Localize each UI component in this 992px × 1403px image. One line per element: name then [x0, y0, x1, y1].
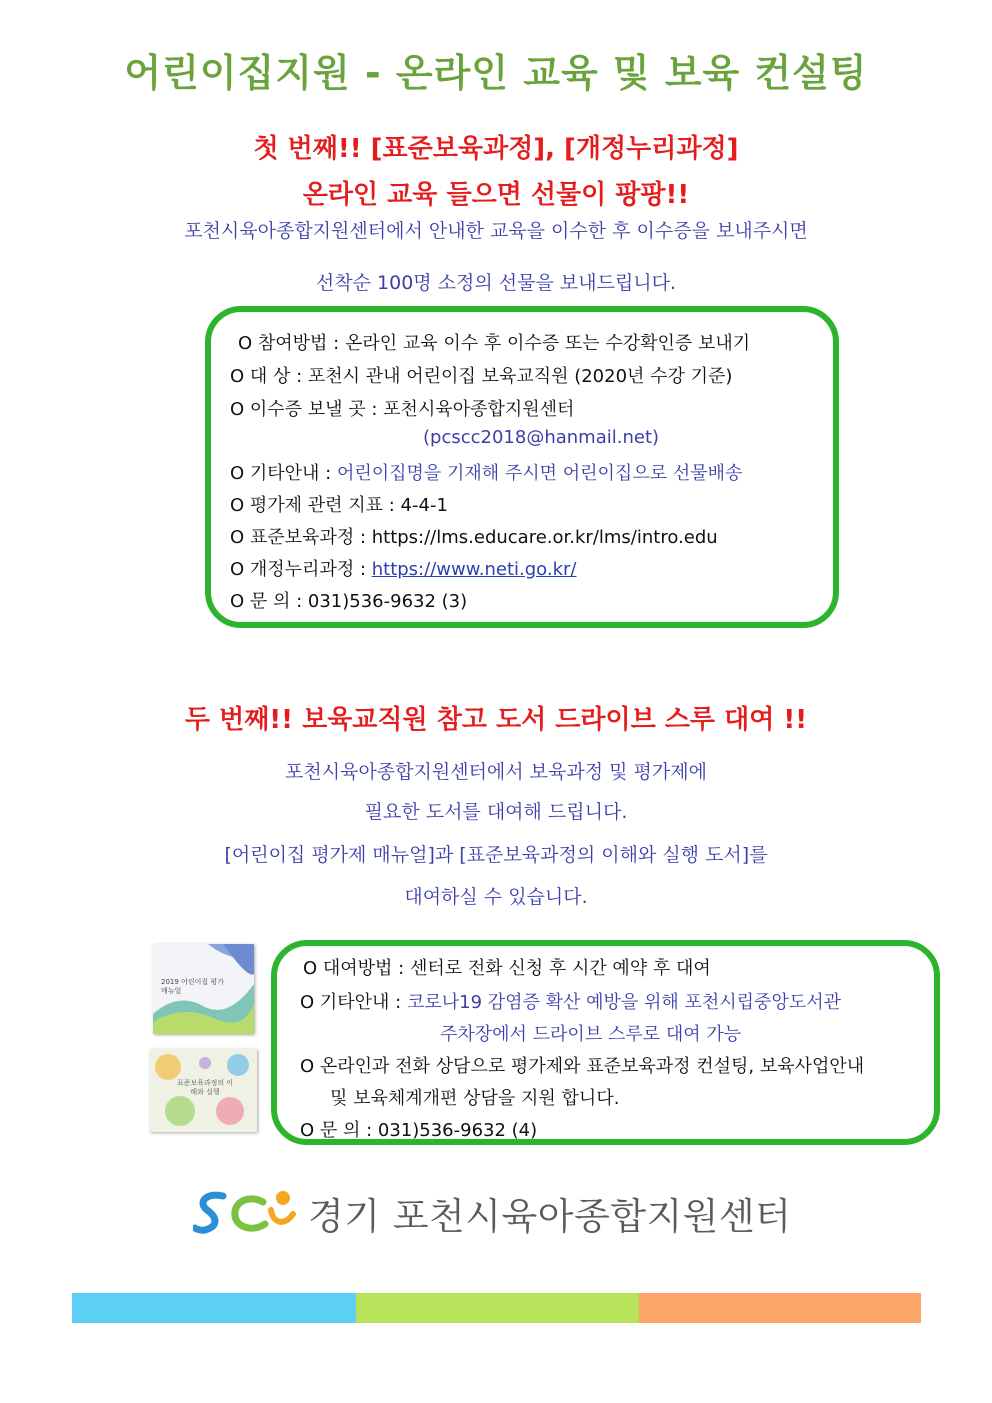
s1-nuri-label: O 개정누리과정 : — [230, 559, 372, 580]
s1-indicator: O 평가제 관련 지표 : 4-4-1 — [230, 495, 448, 516]
center-logo-icon — [193, 1184, 303, 1238]
s1-method: O 참여방법 : 온라인 교육 이수 후 이수증 또는 수강확인증 보내기 — [238, 333, 751, 354]
page-title: 어린이집지원 - 온라인 교육 및 보육 컨설팅 — [124, 51, 868, 95]
book2-title: 표준보육과정의 이해와 실행 — [176, 1079, 234, 1096]
section1-desc-line2: 선착순 100명 소정의 선물을 보내드립니다. — [315, 272, 677, 294]
section2-desc-line2: 필요한 도서를 대여해 드립니다. — [364, 801, 628, 823]
s1-target: O 대 상 : 포천시 관내 어린이집 보육교직원 (2020년 수강 기준) — [230, 366, 733, 387]
s1-standard: O 표준보육과정 : https://lms.educare.or.kr/lms/intro.edu — [230, 527, 718, 548]
footer-bar-blue — [72, 1293, 356, 1323]
section2-heading: 두 번째!! 보육교직원 참고 도서 드라이브 스루 대여 !! — [184, 705, 808, 735]
footer-bar-green — [356, 1293, 639, 1323]
s1-email: (pcscc2018@hanmail.net) — [423, 427, 660, 448]
book-cover-evaluation-manual — [153, 944, 254, 1034]
s2-consult2: 및 보육체계개편 상담을 지원 합니다. — [330, 1088, 620, 1109]
s1-etc-value: 어린이집명을 기재해 주시면 어린이집으로 선물배송 — [336, 463, 743, 484]
s2-etc — [300, 988, 841, 1014]
section1-desc-line1: 포천시육아종합지원센터에서 안내한 교육을 이수한 후 이수증을 보내주시면 — [184, 220, 808, 242]
s1-send-to: O 이수증 보낼 곳 : 포천시육아종합지원센터 — [230, 399, 575, 420]
s2-consult1: O 온라인과 전화 상담으로 평가제와 표준보육과정 컨설팅, 보육사업안내 — [300, 1056, 865, 1077]
section2-desc-line1: 포천시육아종합지원센터에서 보육과정 및 평가제에 — [285, 761, 707, 783]
s1-nuri — [230, 555, 576, 581]
s2-etc-value1: 코로나19 감염증 확산 예방을 위해 포천시립중앙도서관 — [406, 992, 841, 1013]
section1-subheading: 온라인 교육 들으면 선물이 팡팡!! — [302, 180, 690, 210]
s2-etc-label: O 기타안내 : — [300, 992, 407, 1013]
book1-title: 2019 어린이집 평가 매뉴얼 — [161, 978, 224, 995]
s1-etc — [230, 459, 742, 485]
section2-desc-line3: [어린이집 평가제 매뉴얼]과 [표준보육과정의 이해와 실행 도서]를 — [224, 844, 768, 866]
footer-bar-orange — [639, 1293, 921, 1323]
section1-heading: 첫 번째!! [표준보육과정], [개정누리과정] — [253, 134, 739, 164]
s2-method: O 대여방법 : 센터로 전화 신청 후 시간 예약 후 대여 — [303, 958, 711, 979]
nuri-link[interactable]: https://www.neti.go.kr/ — [371, 559, 577, 580]
s2-inquiry: O 문 의 : 031)536-9632 (4) — [300, 1120, 538, 1141]
book-cover-standard-curriculum — [150, 1049, 257, 1132]
s2-etc-value2: 주차장에서 드라이브 스루로 대여 가능 — [440, 1024, 742, 1045]
s1-etc-label: O 기타안내 : — [230, 463, 337, 484]
section2-desc-line4: 대여하실 수 있습니다. — [404, 886, 588, 908]
center-logo-text: 경기 포천시육아종합지원센터 — [308, 1195, 792, 1238]
s1-inquiry: O 문 의 : 031)536-9632 (3) — [230, 591, 468, 612]
